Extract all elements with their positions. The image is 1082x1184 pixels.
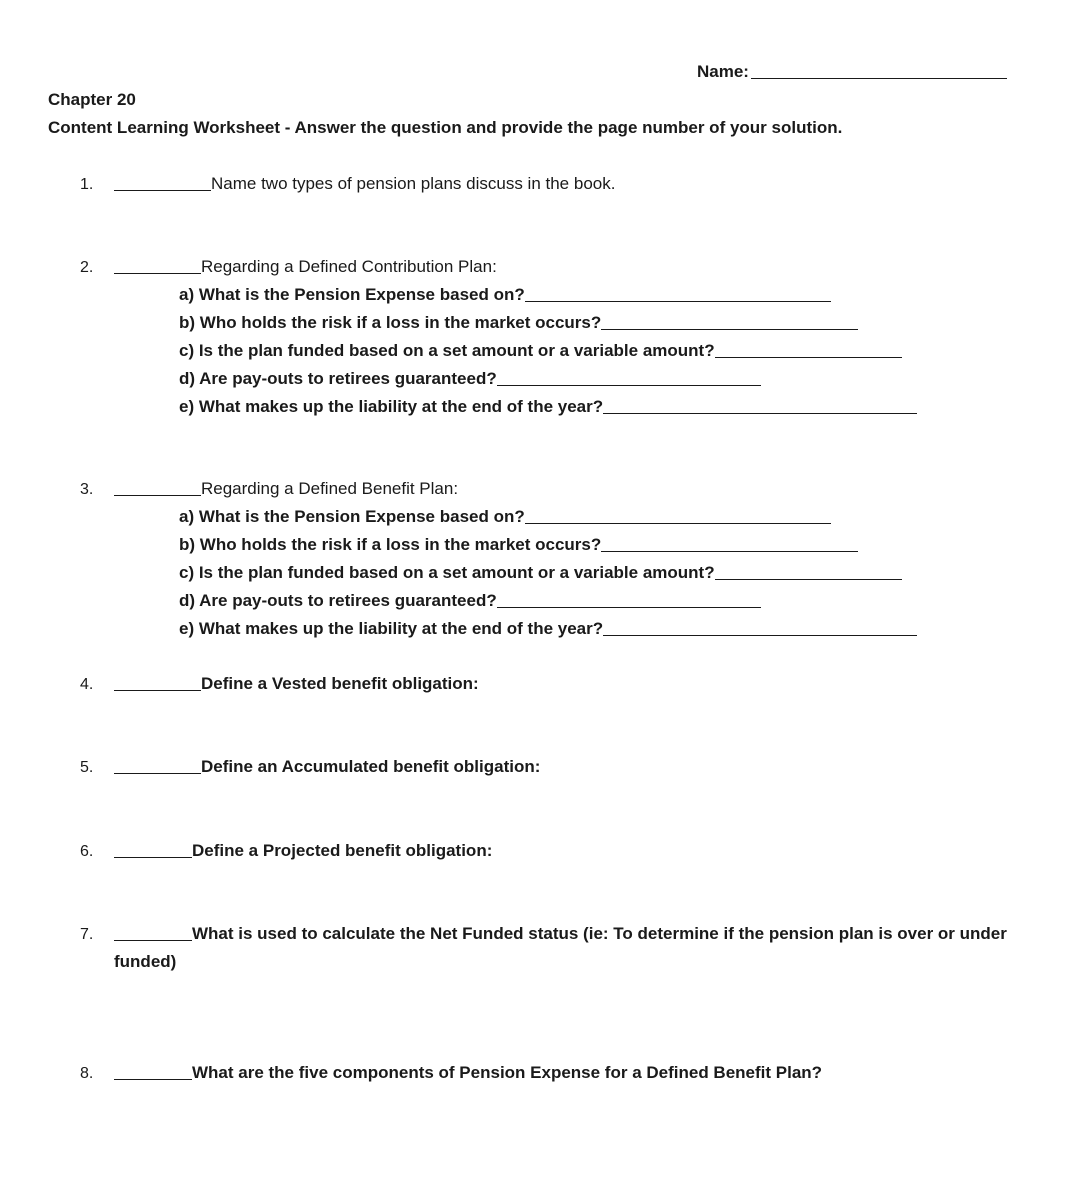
question-8-text: What are the five components of Pension Expense for a Defined Benefit Plan? [192, 1063, 823, 1082]
question-5-text: Define an Accumulated benefit obligation: [201, 757, 541, 776]
question-3-part-b: b) Who holds the risk if a loss in the market occurs? [179, 535, 858, 555]
question-5 [114, 757, 540, 777]
page-number-blank[interactable] [114, 676, 201, 691]
question-7 [114, 924, 1007, 944]
question-1-text: Name two types of pension plans discuss in the book. [211, 174, 616, 193]
answer-blank[interactable] [715, 565, 902, 580]
question-2 [114, 257, 497, 277]
question-2-number: 2. [80, 259, 94, 276]
question-4-number: 4. [80, 676, 94, 693]
name-blank-line[interactable] [751, 64, 1007, 79]
question-4-text: Define a Vested benefit obligation: [201, 674, 479, 693]
question-3 [114, 479, 458, 499]
answer-blank[interactable] [715, 343, 902, 358]
question-2-part-b: b) Who holds the risk if a loss in the market occurs? [179, 313, 858, 333]
page-number-blank[interactable] [114, 759, 201, 774]
page-number-blank[interactable] [114, 1065, 192, 1080]
question-7-text: What is used to calculate the Net Funded status (ie: To determine if the pension plan is over or under [192, 924, 1007, 943]
question-1 [114, 174, 615, 194]
question-2-text: Regarding a Defined Contribution Plan: [201, 257, 497, 276]
answer-blank[interactable] [601, 315, 858, 330]
question-6 [114, 841, 492, 861]
answer-blank[interactable] [603, 399, 917, 414]
question-7-continuation: funded) [114, 952, 177, 971]
question-8-number: 8. [80, 1065, 94, 1082]
answer-blank[interactable] [525, 287, 831, 302]
page-number-blank[interactable] [114, 926, 192, 941]
question-7-number: 7. [80, 926, 94, 943]
name-label: Name: [697, 62, 749, 81]
question-4 [114, 674, 479, 694]
answer-blank[interactable] [601, 537, 858, 552]
answer-blank[interactable] [525, 509, 831, 524]
question-3-number: 3. [80, 481, 94, 498]
question-3-part-a: a) What is the Pension Expense based on? [179, 507, 831, 527]
answer-blank[interactable] [497, 593, 761, 608]
page-number-blank[interactable] [114, 176, 211, 191]
question-2-part-c: c) Is the plan funded based on a set amount or a variable amount? [179, 341, 902, 361]
page-number-blank[interactable] [114, 259, 201, 274]
chapter-title: Chapter 20 [48, 90, 136, 109]
question-3-part-e: e) What makes up the liability at the end of the year? [179, 619, 917, 639]
page-number-blank[interactable] [114, 843, 192, 858]
question-2-part-d: d) Are pay-outs to retirees guaranteed? [179, 369, 761, 389]
question-2-part-e: e) What makes up the liability at the end of the year? [179, 397, 917, 417]
question-1-number: 1. [80, 176, 94, 193]
question-3-text: Regarding a Defined Benefit Plan: [201, 479, 459, 498]
question-3-part-d: d) Are pay-outs to retirees guaranteed? [179, 591, 761, 611]
answer-blank[interactable] [603, 621, 917, 636]
name-field[interactable] [697, 62, 1007, 82]
question-5-number: 5. [80, 759, 94, 776]
question-3-part-c: c) Is the plan funded based on a set amount or a variable amount? [179, 563, 902, 583]
question-2-part-a: a) What is the Pension Expense based on? [179, 285, 831, 305]
question-6-number: 6. [80, 843, 94, 860]
answer-blank[interactable] [497, 371, 761, 386]
worksheet-subtitle: Content Learning Worksheet - Answer the question and provide the page number of your solution. [48, 118, 843, 137]
question-6-text: Define a Projected benefit obligation: [192, 841, 493, 860]
question-8 [114, 1063, 822, 1083]
page-number-blank[interactable] [114, 481, 201, 496]
